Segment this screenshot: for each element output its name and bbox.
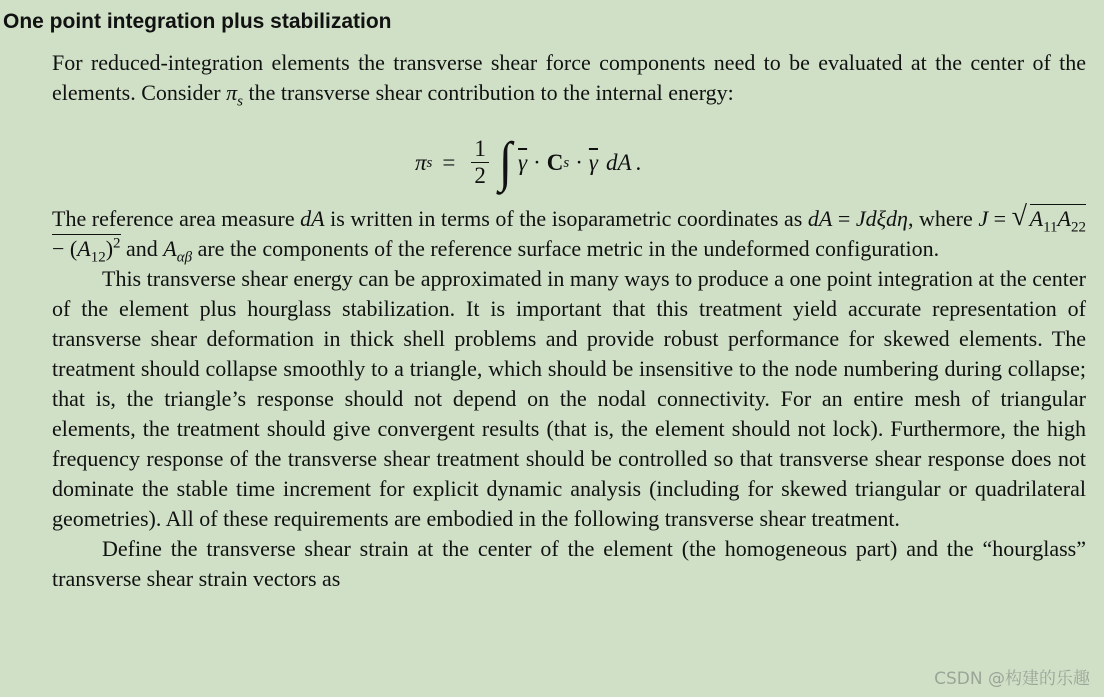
integral-sign: ∫ (498, 131, 513, 193)
section-title: One point integration plus stabilization (3, 10, 392, 33)
body-text (52, 48, 1086, 594)
watermark: CSDN @构建的乐趣 (934, 669, 1090, 689)
fraction-half: $\frac{1}{2}$ (471, 136, 489, 189)
paragraph-intro: For reduced-integration elements the transverse shear force components need to be evaluated at the center of the elements. Consider $\pi_s$ the transverse shear contribution to the internal energy: (52, 50, 1086, 110)
symbol-pi-s: $\pi_s$ (226, 80, 244, 110)
paragraph-define-strain: Define the transverse shear strain at the center of the element (the homogeneous part) and the “hourglass” transverse shear strain vectors as (52, 536, 1086, 591)
paragraph-area-measure: The reference area measure dA is written in terms of the isoparametric coordinates as dA = Jdξdη, where J = √ $A_{11}A_{22} - (A_{12})^2$ and $A_{\alpha\beta}$ are the components of the reference surface metric in the undeformed configuration. (52, 201, 1086, 266)
equation-shear-energy: π s = $\frac{1}{2}$ ∫ $\overline{\gamma}$ · C s · $\overline{\gamma}$ dA . (415, 131, 642, 193)
paragraph-requirements: This transverse shear energy can be approximated in many ways to produce a one point integration at the center of the element plus hourglass stabilization. It is important that this treatment yield accurate representation of transverse shear deformation in thick shell problems and provide robust performance for skewed elements. The treatment should collapse smoothly to a triangle, which should be insensitive to the node numbering during collapse; that is, the triangle’s response should not depend on the nodal connectivity. For an entire mesh of triangular elements, the treatment should give convergent results (that is, the element should not lock). Furthermore, the high frequency response of the transverse shear treatment should be controlled so that transverse shear response does not dominate the stable time increment for explicit dynamic analysis (including for skewed triangular or quadrilateral geometries). All of these requirements are embodied in the following transverse shear treatment. (52, 266, 1086, 531)
sqrt-expression: √ $A_{11}A_{22} - (A_{12})^2$ (52, 201, 1086, 266)
